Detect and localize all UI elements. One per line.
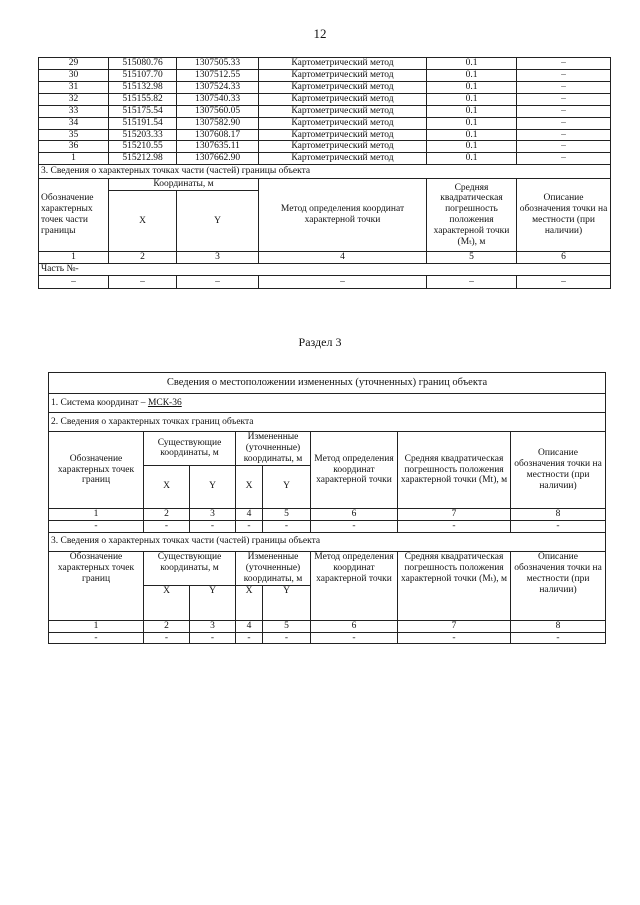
column-number: 2	[144, 509, 190, 521]
header-y-changed: Y	[263, 585, 311, 620]
header-desc: Описание обозначения точки на местности (при наличии)	[517, 179, 611, 252]
header-error: Средняя квадратическая погрешность положения характерной точки (Mt), м	[398, 432, 511, 509]
column-number: 3	[190, 620, 236, 632]
empty-cell: -	[263, 520, 311, 532]
header-x-existing: X	[144, 585, 190, 620]
header-method: Метод определения координат характерной точки	[259, 179, 427, 252]
point-number: 35	[39, 129, 109, 141]
header-y-existing: Y	[190, 585, 236, 620]
column-number: 2	[144, 620, 190, 632]
header-desc: Описание обозначения точки на местности (при наличии)	[511, 551, 606, 620]
table-row	[39, 93, 611, 105]
header-y-existing: Y	[190, 465, 236, 508]
error-value: 0.1	[427, 58, 517, 70]
table-row	[39, 58, 611, 70]
y-value: 1307505.33	[177, 58, 259, 70]
column-number: 5	[263, 620, 311, 632]
column-number: 8	[511, 509, 606, 521]
y-value: 1307582.90	[177, 117, 259, 129]
x-value: 515107.70	[109, 69, 177, 81]
header-x-changed: X	[236, 465, 263, 508]
error-value: 0.1	[427, 117, 517, 129]
header-point: Обозначение характерных точек части границы	[39, 179, 109, 252]
desc-value: –	[517, 105, 611, 117]
y-value: 1307608.17	[177, 129, 259, 141]
column-number: 3	[177, 252, 259, 264]
method-value: Картометрический метод	[259, 141, 427, 153]
error-value: 0.1	[427, 93, 517, 105]
column-number: 8	[511, 620, 606, 632]
header-changed: Измененные (уточненные) координаты, м	[236, 551, 311, 585]
x-value: 515175.54	[109, 105, 177, 117]
column-number: 7	[398, 620, 511, 632]
error-value: 0.1	[427, 69, 517, 81]
section-2-title: 2. Сведения о характерных точках границ объекта	[49, 413, 606, 432]
x-value: 515203.33	[109, 129, 177, 141]
column-numbers-row	[49, 620, 606, 632]
empty-cell: -	[263, 632, 311, 644]
column-number: 7	[398, 509, 511, 521]
column-number: 5	[263, 509, 311, 521]
column-number: 3	[190, 509, 236, 521]
point-number: 32	[39, 93, 109, 105]
x-value: 515155.82	[109, 93, 177, 105]
y-value: 1307635.11	[177, 141, 259, 153]
table-row	[39, 105, 611, 117]
column-number: 1	[49, 509, 144, 521]
empty-cell: –	[39, 276, 109, 289]
table-row	[39, 129, 611, 141]
x-value: 515080.76	[109, 58, 177, 70]
y-value: 1307512.55	[177, 69, 259, 81]
method-value: Картометрический метод	[259, 117, 427, 129]
y-value: 1307560.05	[177, 105, 259, 117]
point-number: 30	[39, 69, 109, 81]
method-value: Картометрический метод	[259, 153, 427, 165]
method-value: Картометрический метод	[259, 69, 427, 81]
empty-cell: -	[144, 632, 190, 644]
desc-value: –	[517, 129, 611, 141]
column-number: 4	[236, 509, 263, 521]
point-number: 1	[39, 153, 109, 165]
desc-value: –	[517, 58, 611, 70]
empty-cell: –	[517, 276, 611, 289]
empty-cell: -	[398, 520, 511, 532]
y-value: 1307662.90	[177, 153, 259, 165]
header-point: Обозначение характерных точек границ	[49, 432, 144, 509]
table-row	[49, 632, 606, 644]
desc-value: –	[517, 153, 611, 165]
desc-value: –	[517, 81, 611, 93]
header-existing: Существующие координаты, м	[144, 432, 236, 466]
empty-cell: –	[427, 276, 517, 289]
header-method: Метод определения координат характерной точки	[311, 551, 398, 620]
empty-cell: –	[177, 276, 259, 289]
empty-cell: –	[109, 276, 177, 289]
desc-value: –	[517, 117, 611, 129]
x-value: 515212.98	[109, 153, 177, 165]
table-row	[39, 117, 611, 129]
header-error: Средняя квадратическая погрешность положения характерной точки (Mₜ), м	[427, 179, 517, 252]
x-value: 515191.54	[109, 117, 177, 129]
column-number: 6	[517, 252, 611, 264]
point-number: 29	[39, 58, 109, 70]
section-3-title: 3. Сведения о характерных точках части (частей) границы объекта	[39, 165, 611, 179]
error-value: 0.1	[427, 81, 517, 93]
header-desc: Описание обозначения точки на местности (при наличии)	[511, 432, 606, 509]
empty-cell: -	[49, 520, 144, 532]
header-x-existing: X	[144, 465, 190, 508]
empty-cell: -	[311, 632, 398, 644]
table-row	[39, 81, 611, 93]
table-row	[49, 520, 606, 532]
empty-cell: –	[259, 276, 427, 289]
header-method: Метод определения координат характерной точки	[311, 432, 398, 509]
changed-boundaries-table	[48, 372, 606, 644]
coordinate-system-value: МСК-36	[147, 397, 182, 408]
column-number: 1	[49, 620, 144, 632]
page-number: 12	[313, 26, 327, 41]
y-value: 1307540.33	[177, 93, 259, 105]
point-number: 33	[39, 105, 109, 117]
empty-cell: -	[236, 520, 263, 532]
section-title: Раздел 3	[298, 335, 342, 349]
empty-cell: -	[311, 520, 398, 532]
method-value: Картометрический метод	[259, 93, 427, 105]
error-value: 0.1	[427, 141, 517, 153]
error-value: 0.1	[427, 129, 517, 141]
column-number: 6	[311, 509, 398, 521]
method-value: Картометрический метод	[259, 81, 427, 93]
column-numbers-row	[49, 509, 606, 521]
column-number: 1	[39, 252, 109, 264]
header-x: X	[109, 191, 177, 252]
column-number: 6	[311, 620, 398, 632]
column-number: 4	[236, 620, 263, 632]
table-row	[39, 153, 611, 165]
point-number: 36	[39, 141, 109, 153]
column-number: 4	[259, 252, 427, 264]
empty-cell: -	[511, 520, 606, 532]
column-number: 5	[427, 252, 517, 264]
method-value: Картометрический метод	[259, 105, 427, 117]
coordinates-table-continued	[38, 57, 611, 289]
header-y-changed: Y	[263, 465, 311, 508]
x-value: 515132.98	[109, 81, 177, 93]
section-3-title: 3. Сведения о характерных точках части (частей) границы объекта	[49, 532, 606, 551]
column-number: 2	[109, 252, 177, 264]
error-value: 0.1	[427, 153, 517, 165]
empty-cell: -	[144, 520, 190, 532]
empty-cell: -	[49, 632, 144, 644]
empty-cell: -	[511, 632, 606, 644]
point-number: 34	[39, 117, 109, 129]
coordinate-system-label: 1. Система координат –	[51, 397, 148, 408]
table-row	[39, 141, 611, 153]
method-value: Картометрический метод	[259, 129, 427, 141]
desc-value: –	[517, 69, 611, 81]
coordinate-system	[49, 394, 606, 413]
header-x-changed: X	[236, 585, 263, 620]
desc-value: –	[517, 93, 611, 105]
empty-cell: -	[190, 520, 236, 532]
method-value: Картометрический метод	[259, 58, 427, 70]
header-changed: Измененные (уточненные) координаты, м	[236, 432, 311, 466]
table-row	[39, 69, 611, 81]
table-row	[39, 276, 611, 289]
point-number: 31	[39, 81, 109, 93]
y-value: 1307524.33	[177, 81, 259, 93]
error-value: 0.1	[427, 105, 517, 117]
header-coords: Координаты, м	[109, 179, 259, 191]
desc-value: –	[517, 141, 611, 153]
empty-cell: -	[190, 632, 236, 644]
header-existing: Существующие координаты, м	[144, 551, 236, 585]
header-error: Средняя квадратическая погрешность положения характерной точки (Mₜ), м	[398, 551, 511, 620]
table-title: Сведения о местоположении измененных (уточненных) границ объекта	[49, 373, 606, 394]
column-numbers-row	[39, 252, 611, 264]
empty-cell: -	[236, 632, 263, 644]
part-label: Часть №-	[39, 264, 611, 276]
x-value: 515210.55	[109, 141, 177, 153]
header-point: Обозначение характерных точек границ	[49, 551, 144, 620]
empty-cell: -	[398, 632, 511, 644]
header-y: Y	[177, 191, 259, 252]
